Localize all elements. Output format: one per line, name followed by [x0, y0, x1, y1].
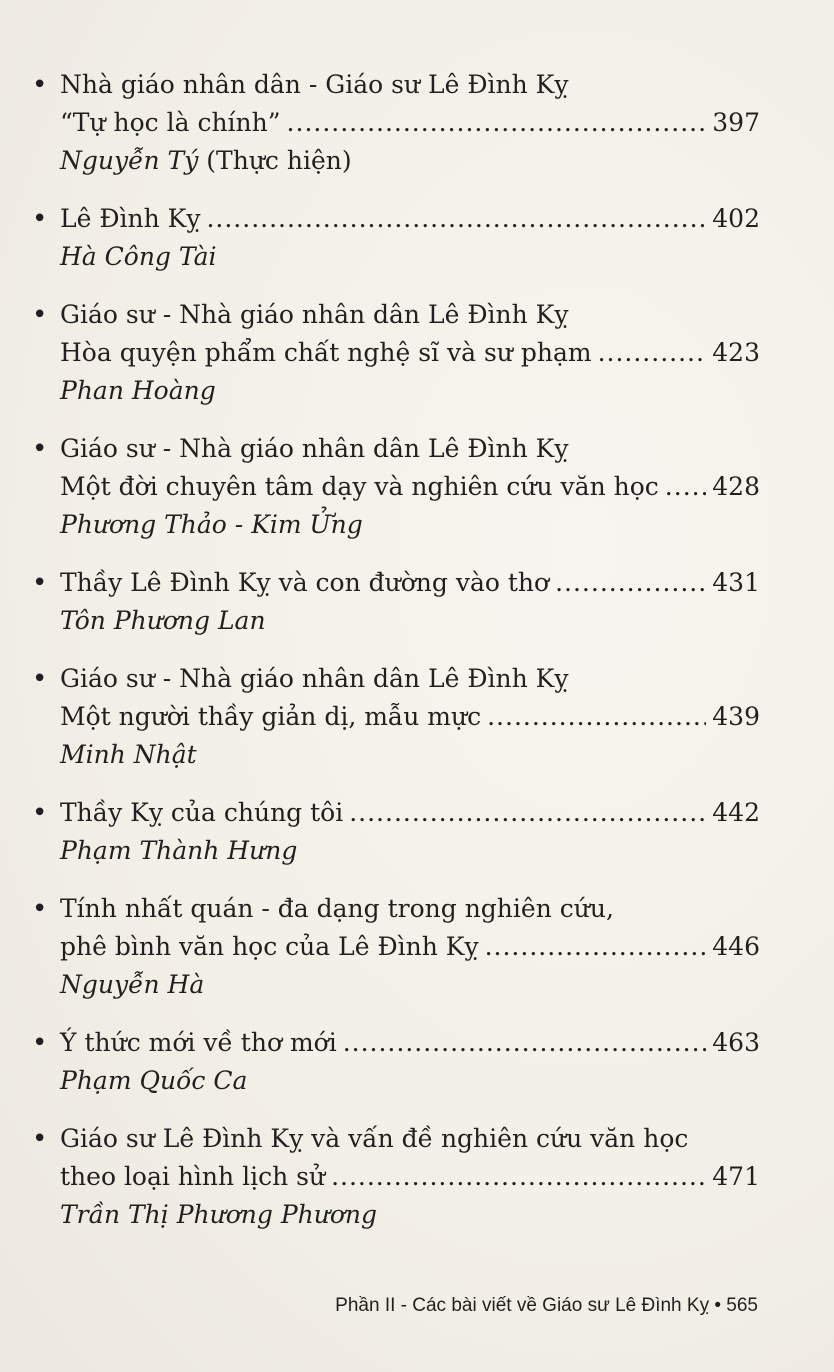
- entry-page-number: 402: [712, 204, 760, 233]
- bullet-icon: •: [32, 204, 48, 234]
- entry-author: [60, 736, 760, 774]
- toc-entry: [30, 200, 760, 276]
- entry-title: Một đời chuyên tâm dạy và nghiên cứu văn học: [60, 472, 659, 501]
- dot-leader: [598, 334, 707, 372]
- toc-entry: [30, 430, 760, 544]
- entry-leader-line: [60, 1024, 760, 1062]
- entry-leader-line: [60, 1158, 760, 1196]
- entry-title-line: Nhà giáo nhân dân - Giáo sư Lê Đình Kỵ: [60, 70, 569, 99]
- entry-leader-line: [60, 334, 760, 372]
- entry-author: [60, 1062, 760, 1100]
- toc-entry: [30, 794, 760, 870]
- bullet-icon: •: [32, 1124, 48, 1154]
- dot-leader: [555, 564, 706, 602]
- bullet-icon: •: [32, 1028, 48, 1058]
- running-header: Phần II - Các bài viết về Giáo sư Lê Đình Kỵ: [335, 1295, 710, 1316]
- author-name: Phạm Thành Hưng: [60, 836, 298, 865]
- entry-title: Thầy Kỵ của chúng tôi: [60, 798, 344, 827]
- entry-title: Lê Đình Kỵ: [60, 204, 201, 233]
- dot-leader: [287, 104, 707, 142]
- bullet-icon: •: [32, 798, 48, 828]
- bullet-icon: •: [32, 568, 48, 598]
- entry-title: “Tự học là chính”: [60, 108, 281, 137]
- entry-author: [60, 602, 760, 640]
- dot-leader: [665, 468, 706, 506]
- entry-leader-line: [60, 468, 760, 506]
- bullet-icon: •: [32, 300, 48, 330]
- entry-leader-line: [60, 200, 760, 238]
- footer-separator: •: [714, 1295, 722, 1316]
- entry-leader-line: [60, 928, 760, 966]
- entry-title-line: Giáo sư - Nhà giáo nhân dân Lê Đình Kỵ: [60, 300, 569, 329]
- author-name: Tôn Phương Lan: [60, 606, 266, 635]
- entry-author: [60, 1196, 760, 1234]
- entry-title: theo loại hình lịch sử: [60, 1162, 326, 1191]
- toc-entry: [30, 1024, 760, 1100]
- entry-title-line: Giáo sư - Nhà giáo nhân dân Lê Đình Kỵ: [60, 664, 569, 693]
- toc-entry: [30, 660, 760, 774]
- toc-entry: [30, 66, 760, 180]
- author-name: Phạm Quốc Ca: [60, 1066, 248, 1095]
- entry-page-number: 442: [712, 798, 760, 827]
- dot-leader: [349, 794, 706, 832]
- author-name: Minh Nhật: [60, 740, 197, 769]
- entry-page-number: 423: [712, 338, 760, 367]
- toc-entry: [30, 1120, 760, 1234]
- entry-leader-line: [60, 104, 760, 142]
- entry-leader-line: [60, 698, 760, 736]
- entry-page-number: 471: [712, 1162, 760, 1191]
- entry-page-number: 428: [712, 472, 760, 501]
- author-name: Trần Thị Phương Phương: [60, 1200, 378, 1229]
- dot-leader: [487, 698, 706, 736]
- entry-author: [60, 238, 760, 276]
- author-name: Phan Hoàng: [60, 376, 216, 405]
- entry-title: phê bình văn học của Lê Đình Kỵ: [60, 932, 479, 961]
- entry-leader-line: [60, 794, 760, 832]
- page-footer: [180, 1292, 758, 1320]
- toc-entry: [30, 564, 760, 640]
- toc-entry: [30, 890, 760, 1004]
- bullet-icon: •: [32, 434, 48, 464]
- entry-title-line: Giáo sư - Nhà giáo nhân dân Lê Đình Kỵ: [60, 434, 569, 463]
- entry-author: [60, 506, 760, 544]
- dot-leader: [343, 1024, 707, 1062]
- entry-page-number: 439: [712, 702, 760, 731]
- entry-title: Thầy Lê Đình Kỵ và con đường vào thơ: [60, 568, 550, 597]
- author-role: (Thực hiện): [198, 146, 352, 175]
- entry-author: [60, 142, 760, 180]
- dot-leader: [331, 1158, 706, 1196]
- toc-entry: [30, 296, 760, 410]
- bullet-icon: •: [32, 664, 48, 694]
- entry-title: Hòa quyện phẩm chất nghệ sĩ và sư phạm: [60, 338, 592, 367]
- bullet-icon: •: [32, 894, 48, 924]
- entry-author: [60, 832, 760, 870]
- table-of-contents: [30, 66, 760, 1234]
- entry-page-number: 446: [712, 932, 760, 961]
- entry-leader-line: [60, 564, 760, 602]
- entry-title-line: Giáo sư Lê Đình Kỵ và vấn đề nghiên cứu văn học: [60, 1124, 689, 1153]
- bullet-icon: •: [32, 70, 48, 100]
- dot-leader: [206, 200, 706, 238]
- entry-title: Một người thầy giản dị, mẫu mực: [60, 702, 482, 731]
- entry-page-number: 431: [712, 568, 760, 597]
- entry-author: [60, 966, 760, 1004]
- author-name: Nguyễn Tý: [60, 146, 199, 175]
- page-number: 565: [726, 1295, 758, 1316]
- entry-title: Ý thức mới về thơ mới: [60, 1028, 337, 1057]
- entry-page-number: 463: [712, 1028, 760, 1057]
- dot-leader: [485, 928, 707, 966]
- entry-title-line: Tính nhất quán - đa dạng trong nghiên cứu,: [60, 894, 614, 923]
- entry-page-number: 397: [712, 108, 760, 137]
- author-name: Hà Công Tài: [60, 242, 217, 271]
- entry-author: [60, 372, 760, 410]
- author-name: Phương Thảo - Kim Ửng: [60, 510, 363, 539]
- author-name: Nguyễn Hà: [60, 970, 205, 999]
